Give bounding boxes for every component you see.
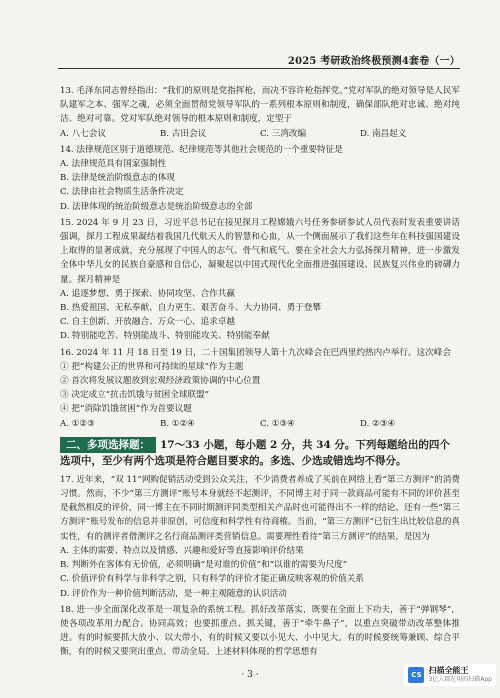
question-15-stem: 15. 2024 年 9 月 23 日，习近平总书记在接见探月工程嫦娥六号任务参研参试人员代表时发表重要讲话强调，探月工程成果凝结着我国几代航天人的智慧和心血，从一个侧面展示了我们这些年在科技强国建设上取得的显著成就，充分展现了中国人的志气、骨气和底气。要在全社会大力弘扬探月精神，进一步激发全体中华儿女的民族自豪感和自信心，凝聚起以中国式现代化全面推进强国建设、民族复兴伟业的磅礴力量。探月精神是 xyxy=(60,217,460,285)
option-b: B. ①②④ xyxy=(160,418,195,429)
option-d: D. 评价作为一种价值判断活动，是一种主观随意的认识活动 xyxy=(60,588,287,599)
scanner-watermark xyxy=(404,664,496,686)
option-a: A. 八七会议 xyxy=(60,128,107,139)
exam-header-title: 2025 考研政治终极预测4套卷（一） xyxy=(287,56,460,67)
question-16-stem: 16. 2024 年 11 月 18 日至 19 日，二十国集团领导人第十九次峰会在巴西里约热内卢举行。这次峰会 xyxy=(60,347,451,358)
option-b: B. 热爱祖国、无私奉献、自力更生、艰苦奋斗、大力协同、勇于登攀 xyxy=(60,303,321,314)
option-b: B. 判断外在客体有无价值，必须明确“是对谁的价值”和“以谁的需要为尺度” xyxy=(60,560,348,571)
question-18-stem: 18. 进一步全面深化改革是一项复杂的系统工程。抓好改革落实，既要在全面上下功夫，善于“弹钢琴”，使各项改革用力配合、协同高效；也要抓重点、抓关键，善于“牵牛鼻子”，以重点突破带动改革整体推进。有的时候要抓大放小、以大带小，有的时候又要以小见大、小中见大。有的时候要统筹兼顾、综合平衡，有的时候又要突出重点、带动全局。上述材料体现的哲学思想有 xyxy=(60,604,460,658)
option-a: A. 法律规范具有国家强制性 xyxy=(60,159,167,170)
option-b: B. 法律是统治阶级意志的体现 xyxy=(60,173,175,184)
watermark-app-name: 扫描全能王 xyxy=(428,666,469,675)
option-b: B. 古田会议 xyxy=(160,128,207,139)
option-d: D. ②③④ xyxy=(360,418,396,429)
question-15 xyxy=(60,216,460,344)
option-a: A. ①②③ xyxy=(60,418,95,429)
option-d: D. 法律体现的统治阶级意志是统治阶级意志的全部 xyxy=(60,201,253,212)
question-14-stem: 14. 法律规范区别于道德规范、纪律规范等其他社会规范的一个重要特征是 xyxy=(60,144,343,155)
question-17-stem: 17. 近年来，“双 11”网购促销活动受到公众关注，不少消费者养成了买前在网络上看“第三方测评”的消费习惯。然而，不少“第三方测评”账号本身就经不起测评，不同博主对于同一款商品可能有不同的评价甚至是截然相反的评价，同一博主在不同时期测评同类型相关产品时也可能得出不一样的结论。还有一些“第三方测评”账号发布的信息并非原创，可信度和科学性有待商榷。当前，“第三方测评”已衍生出比较信息的真实性，有的测评者借测评之名行商品测评类营销信息。需要理性看待“第三方测评”的结果，是因为 xyxy=(60,474,460,542)
question-14 xyxy=(60,143,460,214)
section-heading-multiple-choice xyxy=(60,437,460,469)
option-d: D. 特别能吃苦、特别能战斗、特别能攻关、特别能奉献 xyxy=(60,331,270,342)
question-content xyxy=(60,84,460,662)
question-17 xyxy=(60,473,460,601)
option-c: C. ①③④ xyxy=(260,418,295,429)
statement-2: ② 首次将发展议题放到宏观经济政策协调的中心位置 xyxy=(60,376,261,387)
option-c: C. 价值评价有科学与非科学之别，只有科学的评价才能正确反映客观的价值关系 xyxy=(60,574,364,585)
question-13-stem: 13. 毛泽东同志曾经指出：“我们的原则是党指挥枪，而决不容许枪指挥党。”党对军队的绝对领导是人民军队建军之本、强军之魂，必须全面贯彻党领导军队的一系列根本原则和制度，确保部队绝对忠诚、绝对纯洁、绝对可靠。党对军队绝对领导的根本原则和制度，定型于 xyxy=(60,86,460,125)
camscanner-logo-icon: CS xyxy=(408,667,424,683)
section-instructions: 17～33 小题，每小题 2 分，共 34 分。下列每题给出的四个选项中，至少有两个选项是符合题目要求的。多选、少选或错选均不得分。 xyxy=(60,438,450,467)
statement-3: ③ 决定成立“抗击饥饿与贫困全球联盟” xyxy=(60,390,210,401)
statement-4: ④ 把“消除饥饿贫困”作为首要议题 xyxy=(60,404,192,415)
option-a: A. 主体的需要、特点以及情感、兴趣和爱好等直接影响评价结果 xyxy=(60,545,304,556)
option-d: D. 南昌起义 xyxy=(360,128,407,139)
option-c: C. 法律由社会物质生活条件决定 xyxy=(60,187,184,198)
watermark-tagline: 3亿人都在用的扫描App xyxy=(428,676,492,683)
question-13-options xyxy=(60,127,460,141)
question-16 xyxy=(60,346,460,431)
question-13 xyxy=(60,84,460,141)
question-18 xyxy=(60,603,460,660)
option-c: C. 三湾改编 xyxy=(260,128,307,139)
option-c: C. 自主创新、开放融合、万众一心、追求卓越 xyxy=(60,317,236,328)
option-a: A. 追逐梦想、勇于探索、协同攻坚、合作共赢 xyxy=(60,288,235,299)
section-tag: 二、多项选择题： xyxy=(60,437,156,453)
statement-1: ① 把“构建公正的世界和可持续的星球”作为主题 xyxy=(60,361,244,372)
question-16-options xyxy=(60,417,460,431)
page-number: · 3 · xyxy=(241,670,259,680)
header-divider xyxy=(58,68,460,69)
